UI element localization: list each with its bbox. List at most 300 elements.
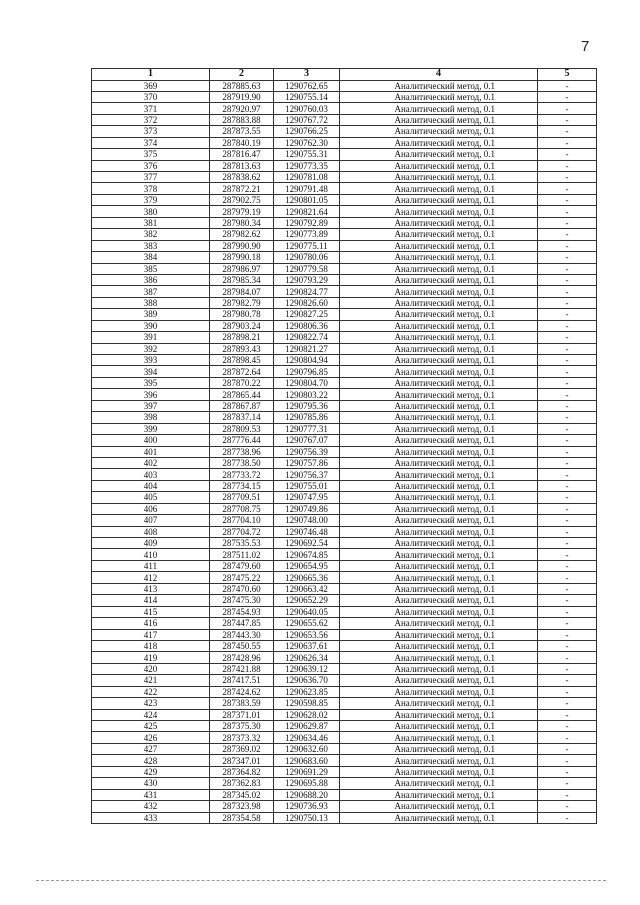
table-cell: Аналитический метод, 0.1 [340,549,538,560]
table-cell: 1290756.37 [274,469,340,480]
table-cell: 1290663.42 [274,583,340,594]
table-cell: 1290683.60 [274,755,340,766]
table-cell: - [538,457,597,468]
table-cell: Аналитический метод, 0.1 [340,526,538,537]
table-cell: 287373.32 [210,732,274,743]
table-cell: Аналитический метод, 0.1 [340,160,538,171]
table-cell: 287709.51 [210,492,274,503]
table-cell: 287809.53 [210,423,274,434]
table-cell: 431 [92,789,210,800]
table-cell: 1290767.72 [274,114,340,125]
table-cell: 404 [92,480,210,491]
table-cell: - [538,423,597,434]
table-row [92,583,597,594]
table-cell: 1290748.00 [274,515,340,526]
table-cell: 1290632.60 [274,743,340,754]
table-cell: 287347.01 [210,755,274,766]
table-row [92,721,597,732]
table-cell: Аналитический метод, 0.1 [340,274,538,285]
table-cell: 287872.64 [210,366,274,377]
table-cell: 426 [92,732,210,743]
table-cell: 287865.44 [210,389,274,400]
table-cell: - [538,572,597,583]
table-cell: 375 [92,149,210,160]
table-row [92,595,597,606]
table-cell: Аналитический метод, 0.1 [340,812,538,823]
table-cell: Аналитический метод, 0.1 [340,229,538,240]
table-cell: 1290640.05 [274,606,340,617]
table-cell: 1290736.93 [274,801,340,812]
table-cell: Аналитический метод, 0.1 [340,389,538,400]
table-cell: - [538,480,597,491]
table-cell: 287362.83 [210,778,274,789]
table-cell: Аналитический метод, 0.1 [340,583,538,594]
table-cell: 398 [92,412,210,423]
table-row [92,435,597,446]
table-cell: Аналитический метод, 0.1 [340,503,538,514]
table-cell: 287984.07 [210,286,274,297]
table-cell: Аналитический метод, 0.1 [340,469,538,480]
table-cell: 1290780.06 [274,252,340,263]
table-row [92,343,597,354]
table-cell: 370 [92,91,210,102]
table-cell: Аналитический метод, 0.1 [340,80,538,91]
table-cell: 1290755.01 [274,480,340,491]
table-cell: - [538,343,597,354]
table-cell: Аналитический метод, 0.1 [340,675,538,686]
footer-divider [36,880,606,881]
table-cell: 371 [92,103,210,114]
table-cell: 287883.88 [210,114,274,125]
table-cell: 407 [92,515,210,526]
table-cell: 1290793.29 [274,274,340,285]
table-cell: - [538,320,597,331]
coordinates-table [91,68,597,824]
table-cell: 1290821.64 [274,206,340,217]
table-cell: 1290775.11 [274,240,340,251]
table-cell: 287980.34 [210,217,274,228]
table-cell: 388 [92,297,210,308]
table-row [92,549,597,560]
table-cell: 287840.19 [210,137,274,148]
table-cell: - [538,400,597,411]
table-cell: - [538,686,597,697]
table-cell: 287903.24 [210,320,274,331]
table-cell: 287704.72 [210,526,274,537]
table-row [92,526,597,537]
table-cell: 385 [92,263,210,274]
table-row [92,778,597,789]
table-cell: Аналитический метод, 0.1 [340,709,538,720]
table-cell: - [538,91,597,102]
table-cell: - [538,366,597,377]
table-cell: - [538,778,597,789]
table-row [92,686,597,697]
table-row [92,572,597,583]
table-row [92,755,597,766]
table-cell: 287450.55 [210,640,274,651]
table-cell: - [538,183,597,194]
table-cell: 287371.01 [210,709,274,720]
table-cell: - [538,309,597,320]
table-cell: 1290796.85 [274,366,340,377]
table-cell: 423 [92,698,210,709]
table-cell: - [538,80,597,91]
table-cell: - [538,149,597,160]
table-cell: 1290781.08 [274,172,340,183]
table-cell: 413 [92,583,210,594]
table-cell: 1290598.85 [274,698,340,709]
table-cell: 406 [92,503,210,514]
table-cell: Аналитический метод, 0.1 [340,366,538,377]
table-cell: Аналитический метод, 0.1 [340,778,538,789]
table-cell: 1290665.36 [274,572,340,583]
table-row [92,160,597,171]
table-cell: Аналитический метод, 0.1 [340,103,538,114]
table-cell: 381 [92,217,210,228]
table-cell: Аналитический метод, 0.1 [340,789,538,800]
table-row [92,206,597,217]
table-row [92,297,597,308]
table-cell: 1290636.70 [274,675,340,686]
table-cell: Аналитический метод, 0.1 [340,194,538,205]
table-cell: - [538,732,597,743]
table-cell: Аналитический метод, 0.1 [340,332,538,343]
table-cell: Аналитический метод, 0.1 [340,217,538,228]
table-cell: - [538,389,597,400]
table-cell: Аналитический метод, 0.1 [340,618,538,629]
table-cell: - [538,492,597,503]
table-cell: 287364.82 [210,766,274,777]
table-cell: 422 [92,686,210,697]
table-cell: - [538,206,597,217]
table-cell: 1290801.05 [274,194,340,205]
table-cell: - [538,812,597,823]
table-cell: 1290773.35 [274,160,340,171]
table-cell: 287867.87 [210,400,274,411]
table-cell: Аналитический метод, 0.1 [340,412,538,423]
table-cell: 287872.21 [210,183,274,194]
table-cell: 287447.85 [210,618,274,629]
table-cell: 400 [92,435,210,446]
table-cell: 420 [92,663,210,674]
table-row [92,560,597,571]
table-row [92,389,597,400]
table-row [92,149,597,160]
table-cell: Аналитический метод, 0.1 [340,297,538,308]
table-cell: 1290756.39 [274,446,340,457]
table-cell: 287990.90 [210,240,274,251]
table-cell: 287776.44 [210,435,274,446]
table-row [92,709,597,720]
table-cell: 287704.10 [210,515,274,526]
table-cell: 405 [92,492,210,503]
table-row [92,126,597,137]
table-cell: 1290804.94 [274,355,340,366]
table-cell: 1290779.58 [274,263,340,274]
table-cell: 287428.96 [210,652,274,663]
table-cell: Аналитический метод, 0.1 [340,755,538,766]
table-cell: 391 [92,332,210,343]
page-number: 7 [581,38,590,55]
table-cell: Аналитический метод, 0.1 [340,652,538,663]
table-cell: 412 [92,572,210,583]
table-cell: 287902.75 [210,194,274,205]
table-row [92,137,597,148]
table-cell: 287733.72 [210,469,274,480]
table-cell: 427 [92,743,210,754]
table-cell: Аналитический метод, 0.1 [340,252,538,263]
table-cell: Аналитический метод, 0.1 [340,606,538,617]
table-cell: - [538,515,597,526]
table-cell: Аналитический метод, 0.1 [340,206,538,217]
table-cell: - [538,663,597,674]
table-cell: 432 [92,801,210,812]
table-cell: 417 [92,629,210,640]
table-cell: 1290653.56 [274,629,340,640]
table-row [92,377,597,388]
table-cell: 415 [92,606,210,617]
table-cell: 416 [92,618,210,629]
table-cell: 287898.45 [210,355,274,366]
table-cell: 1290766.25 [274,126,340,137]
table-cell: Аналитический метод, 0.1 [340,698,538,709]
table-row [92,194,597,205]
table-cell: 287470.60 [210,583,274,594]
table-row [92,492,597,503]
table-cell: 374 [92,137,210,148]
table-cell: 287417.51 [210,675,274,686]
table-cell: Аналитический метод, 0.1 [340,595,538,606]
table-cell: 1290652.29 [274,595,340,606]
table-cell: 1290824.77 [274,286,340,297]
table-cell: 386 [92,274,210,285]
table-cell: 287738.50 [210,457,274,468]
table-cell: 287535.53 [210,538,274,549]
table-cell: 1290755.31 [274,149,340,160]
table-cell: Аналитический метод, 0.1 [340,320,538,331]
table-cell: - [538,126,597,137]
table-row [92,663,597,674]
table-row [92,412,597,423]
table-cell: 287323.98 [210,801,274,812]
table-cell: 376 [92,160,210,171]
table-cell: Аналитический метод, 0.1 [340,801,538,812]
table-cell: 1290674.85 [274,549,340,560]
table-cell: 1290773.89 [274,229,340,240]
table-cell: 1290762.30 [274,137,340,148]
table-row [92,355,597,366]
table-row [92,91,597,102]
table-row [92,229,597,240]
table-cell: 1290749.86 [274,503,340,514]
table-cell: 287738.96 [210,446,274,457]
table-cell: 402 [92,457,210,468]
table-cell: - [538,549,597,560]
table-cell: - [538,721,597,732]
table-row [92,503,597,514]
table-cell: - [538,538,597,549]
table-cell: 1290637.61 [274,640,340,651]
table-cell: 287345.02 [210,789,274,800]
table-cell: Аналитический метод, 0.1 [340,457,538,468]
table-cell: - [538,755,597,766]
table-cell: 1290806.36 [274,320,340,331]
table-cell: Аналитический метод, 0.1 [340,732,538,743]
table-cell: 1290654.95 [274,560,340,571]
table-cell: Аналитический метод, 0.1 [340,515,538,526]
table-row [92,400,597,411]
table-cell: Аналитический метод, 0.1 [340,663,538,674]
table-cell: 1290634.46 [274,732,340,743]
table-cell: 287475.30 [210,595,274,606]
table-row [92,286,597,297]
table-cell: 390 [92,320,210,331]
table-cell: - [538,377,597,388]
table-cell: Аналитический метод, 0.1 [340,721,538,732]
table-cell: 419 [92,652,210,663]
table-cell: 389 [92,309,210,320]
table-cell: Аналитический метод, 0.1 [340,480,538,491]
table-cell: 287982.79 [210,297,274,308]
table-row [92,457,597,468]
table-cell: - [538,801,597,812]
table-cell: 287443.30 [210,629,274,640]
table-cell: 372 [92,114,210,125]
table-cell: Аналитический метод, 0.1 [340,560,538,571]
table-row [92,274,597,285]
table-cell: 409 [92,538,210,549]
table-cell: 287986.97 [210,263,274,274]
table-cell: 1290822.74 [274,332,340,343]
table-cell: - [538,675,597,686]
table-cell: 287898.21 [210,332,274,343]
table-cell: Аналитический метод, 0.1 [340,263,538,274]
table-cell: - [538,114,597,125]
table-cell: 287369.02 [210,743,274,754]
table-cell: Аналитический метод, 0.1 [340,686,538,697]
table-cell: 373 [92,126,210,137]
table-cell: Аналитический метод, 0.1 [340,743,538,754]
table-cell: 401 [92,446,210,457]
table-cell: 287919.90 [210,91,274,102]
table-cell: 418 [92,640,210,651]
table-cell: - [538,618,597,629]
table-cell: 1290746.48 [274,526,340,537]
table-cell: 287479.60 [210,560,274,571]
table-cell: 287985.34 [210,274,274,285]
table-cell: Аналитический метод, 0.1 [340,126,538,137]
table-cell: 287454.93 [210,606,274,617]
table-cell: 1290623.85 [274,686,340,697]
table-row [92,789,597,800]
table-cell: - [538,274,597,285]
column-header: 4 [340,69,538,81]
table-cell: - [538,103,597,114]
table-cell: 414 [92,595,210,606]
table-cell: 425 [92,721,210,732]
table-row [92,732,597,743]
table-cell: Аналитический метод, 0.1 [340,435,538,446]
table-cell: - [538,332,597,343]
table-cell: Аналитический метод, 0.1 [340,286,538,297]
table-cell: Аналитический метод, 0.1 [340,172,538,183]
table-cell: - [538,629,597,640]
table-row [92,80,597,91]
table-row [92,698,597,709]
column-header: 1 [92,69,210,81]
table-row [92,446,597,457]
table-cell: 287424.62 [210,686,274,697]
table-row [92,618,597,629]
table-row [92,240,597,251]
column-header: 3 [274,69,340,81]
table-cell: 287982.62 [210,229,274,240]
table-row [92,801,597,812]
table-cell: 1290655.62 [274,618,340,629]
table-cell: Аналитический метод, 0.1 [340,766,538,777]
table-cell: - [538,789,597,800]
table-cell: 395 [92,377,210,388]
column-header: 2 [210,69,274,81]
table-cell: 1290626.34 [274,652,340,663]
table-cell: 408 [92,526,210,537]
table-cell: Аналитический метод, 0.1 [340,377,538,388]
table-cell: 380 [92,206,210,217]
table-cell: 1290762.65 [274,80,340,91]
table-cell: 287354.58 [210,812,274,823]
table-cell: 287816.47 [210,149,274,160]
table-row [92,217,597,228]
table-cell: Аналитический метод, 0.1 [340,309,538,320]
table-cell: 287920.97 [210,103,274,114]
table-cell: 287375.30 [210,721,274,732]
table-cell: 430 [92,778,210,789]
table-cell: - [538,263,597,274]
table-cell: - [538,160,597,171]
table-cell: 384 [92,252,210,263]
table-cell: 287383.59 [210,698,274,709]
table-cell: Аналитический метод, 0.1 [340,423,538,434]
table-row [92,652,597,663]
table-cell: 287734.15 [210,480,274,491]
table-cell: Аналитический метод, 0.1 [340,400,538,411]
table-cell: - [538,297,597,308]
table-cell: 1290792.89 [274,217,340,228]
table-cell: 287708.75 [210,503,274,514]
table-cell: Аналитический метод, 0.1 [340,538,538,549]
table-cell: 287979.19 [210,206,274,217]
table-cell: 377 [92,172,210,183]
table-cell: 382 [92,229,210,240]
table-row [92,766,597,777]
table-cell: Аналитический метод, 0.1 [340,91,538,102]
column-header: 5 [538,69,597,81]
table-row [92,675,597,686]
table-cell: - [538,286,597,297]
table-cell: 1290757.86 [274,457,340,468]
table-cell: Аналитический метод, 0.1 [340,492,538,503]
table-cell: 287885.63 [210,80,274,91]
table-row [92,366,597,377]
table-cell: Аналитический метод, 0.1 [340,137,538,148]
table-cell: - [538,560,597,571]
table-cell: Аналитический метод, 0.1 [340,629,538,640]
table-cell: - [538,355,597,366]
table-cell: Аналитический метод, 0.1 [340,446,538,457]
table-cell: Аналитический метод, 0.1 [340,149,538,160]
table-cell: 410 [92,549,210,560]
